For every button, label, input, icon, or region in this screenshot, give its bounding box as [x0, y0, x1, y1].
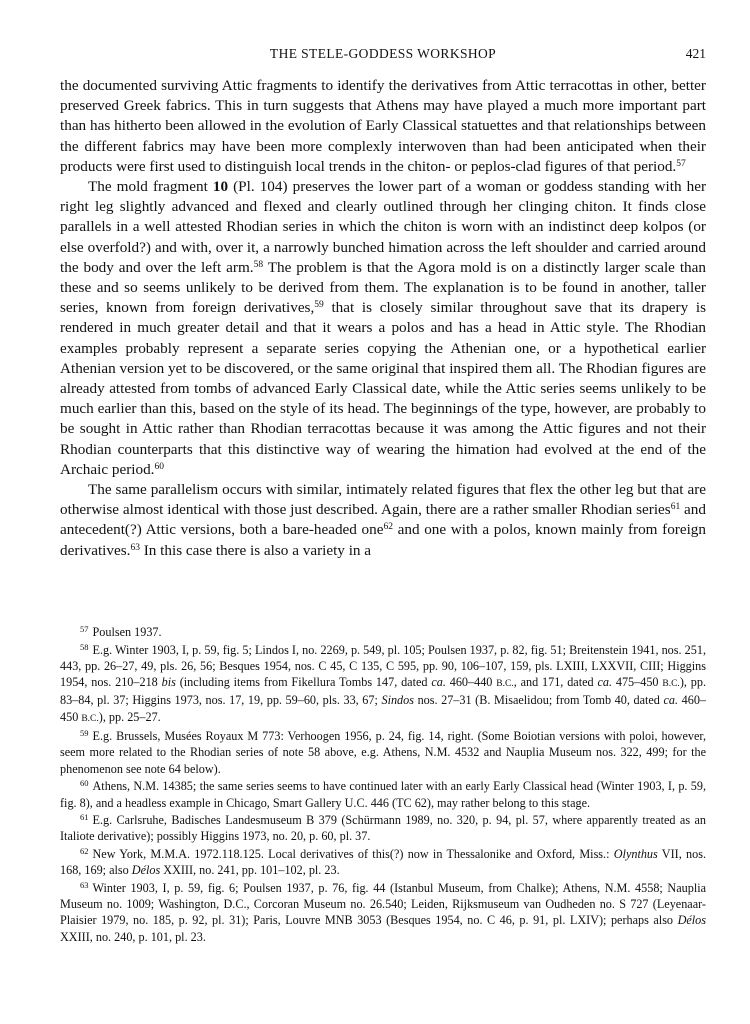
page-number: 421	[685, 46, 706, 61]
footnote-57: $^{57}$ Poulsen 1937.	[80, 624, 162, 639]
footnote-ref-61[interactable]: 61	[670, 502, 681, 513]
footnote-ref-62[interactable]: 62	[383, 522, 393, 533]
footnotes	[60, 624, 706, 946]
footnote-ref-58[interactable]: 58	[253, 259, 264, 270]
footnote-59: $^{59}$ E.g. Brussels, Musées Royaux M 773: Verhoogen 1956, p. 24, fig. 14, right. (Some Boiotian versions with poloi, however, seem more related to the Rhodian series of note 58 above, e.g. Athens, N.M. 4532 and Nauplia Museum nos. 322, 499; for the phenomenon see note 64 below).	[60, 728, 706, 776]
running-title: THE STELE-GODDESS WORKSHOP	[269, 46, 497, 61]
page-header	[60, 46, 706, 66]
footnote-ref-63[interactable]: 63	[130, 542, 140, 553]
footnote-62: $^{62}$ New York, M.M.A. 1972.118.125. Local derivatives of this(?) now in Thessalonike and Oxford, Miss.: Olynthus VII, nos. 168, 169; also Délos XXIII, no. 241, pp. 101–102, pl. 23.	[60, 846, 706, 878]
footnote-61: $^{61}$ E.g. Carlsruhe, Badisches Landesmuseum B 379 (Schürmann 1989, no. 320, p. 94, pl. 57, where apparently treated as an Italiote derivative); possibly Higgins 1973, no. 20, p. 60, pl. 37.	[60, 812, 706, 844]
footnote-63: $^{63}$ Winter 1903, I, p. 59, fig. 6; Poulsen 1937, p. 76, fig. 44 (Istanbul Museum, from Chalke); Athens, N.M. 4558; Nauplia Museum no. 1009; Washington, D.C., Corcoran Museum no. 26.540; Leiden, Rijksmuseum van Oudheden no. S 727 (Leyenaar-Plaisier 1979, no. 185, p. 92, pl. 31); Paris, Louvre MNB 3053 (Besques 1954, no. C 46, p. 91, pl. LXIV); perhaps also Délos XXIII, no. 240, p. 101, pl. 23.	[60, 880, 706, 944]
footnote-ref-57[interactable]: 57	[676, 158, 686, 169]
footnote-ref-59[interactable]: 59	[314, 300, 324, 311]
catalogue-number: 10	[212, 178, 229, 196]
footnote-ref-60[interactable]: 60	[154, 461, 164, 472]
paragraph-2: The mold fragment 10 (Pl. 104) preserves the lower part of a woman or goddess standing with her right leg slightly advanced and flexed and clearly outlined through her clinging chiton. It finds close parallels in a well attested Rhodian series in which the chiton is worn with an indistinct deep kolpos (or else overfold?) and with, over it, a narrowly bunched himation across the left shoulder and carried around the body and over the left arm.$^{58}$ The problem is that the Agora mold is on a distinctly larger scale than these and so seems unlikely to be derived from them. The explanation is to be found in another, taller series, known from foreign derivatives,$^{59}$ that is closely similar throughout save that its drapery is rendered in much greater detail and that it wears a polos and has a head in Attic style. The Rhodian examples probably represent a separate series copying the Athenian one, or a hypothetical earlier Athenian version yet to be discovered, or the same original that inspired them all. The Rhodian figures are already attested from tombs of advanced Early Classical date, while the Attic series seems unlikely to be much earlier than this, based on the style of its head. The beginnings of the type, however, are probably to be sought in Attic rather than Rhodian terracottas because it was among the Attic figures and not their Rhodian counterparts that this distinctive way of wearing the himation had evolved at the end of the Archaic period.$^{60}$	[60, 178, 707, 478]
body-text	[60, 76, 706, 561]
paragraph-3: The same parallelism occurs with similar, intimately related figures that flex the other leg but that are otherwise almost identical with those just described. Again, there are a rather smaller Rhodian series$^{61}$ and antecedent(?) Attic versions, both a bare-headed one$^{62}$ and one with a polos, known mainly from foreign derivatives.$^{63}$ In this case there is also a variety in a	[60, 481, 706, 559]
footnote-58: $^{58}$ E.g. Winter 1903, I, p. 59, fig. 5; Lindos I, no. 2269, p. 549, pl. 105; Poulsen 1937, p. 82, fig. 51; Breitenstein 1941, nos. 251, 443, pp. 26–27, 49, pls. 26, 56; Besques 1954, nos. C 45, C 135, C 595, pp. 90, 106–107, 159, pls. LXIII, LXXVII, CIII; Higgins 1954, nos. 210–218 bis (including items from Fikellura Tombs 147, dated ca. 460–440 B.C., and 171, dated ca. 475–450 B.C.), pp. 83–84, pl. 37; Higgins 1973, nos. 17, 19, pp. 59–60, pls. 33, 67; Sindos nos. 27–31 (B. Misaelidou; from Tomb 40, dated ca. 460–450 B.C.), pp. 25–27.	[60, 641, 707, 724]
footnote-60: $^{60}$ Athens, N.M. 14385; the same series seems to have continued later with an early Early Classical head (Winter 1903, I, p. 59, fig. 8), and a headless example in Chicago, Smart Gallery U.C. 446 (TC 62), may rather belong to this stage.	[60, 778, 706, 810]
paragraph-1: the documented surviving Attic fragments to identify the derivatives from Attic terracottas in other, better preserved Greek fabrics. This in turn suggests that Athens may have played a much more important part than has hitherto been allowed in the evolution of Early Classical statuettes and that relationships between the different fabrics may have been more complexly interwoven than had been anticipated when their products were first used to distinguish local trends in the chiton- or peplos-clad figures of that period.$^{57}$	[60, 77, 706, 175]
